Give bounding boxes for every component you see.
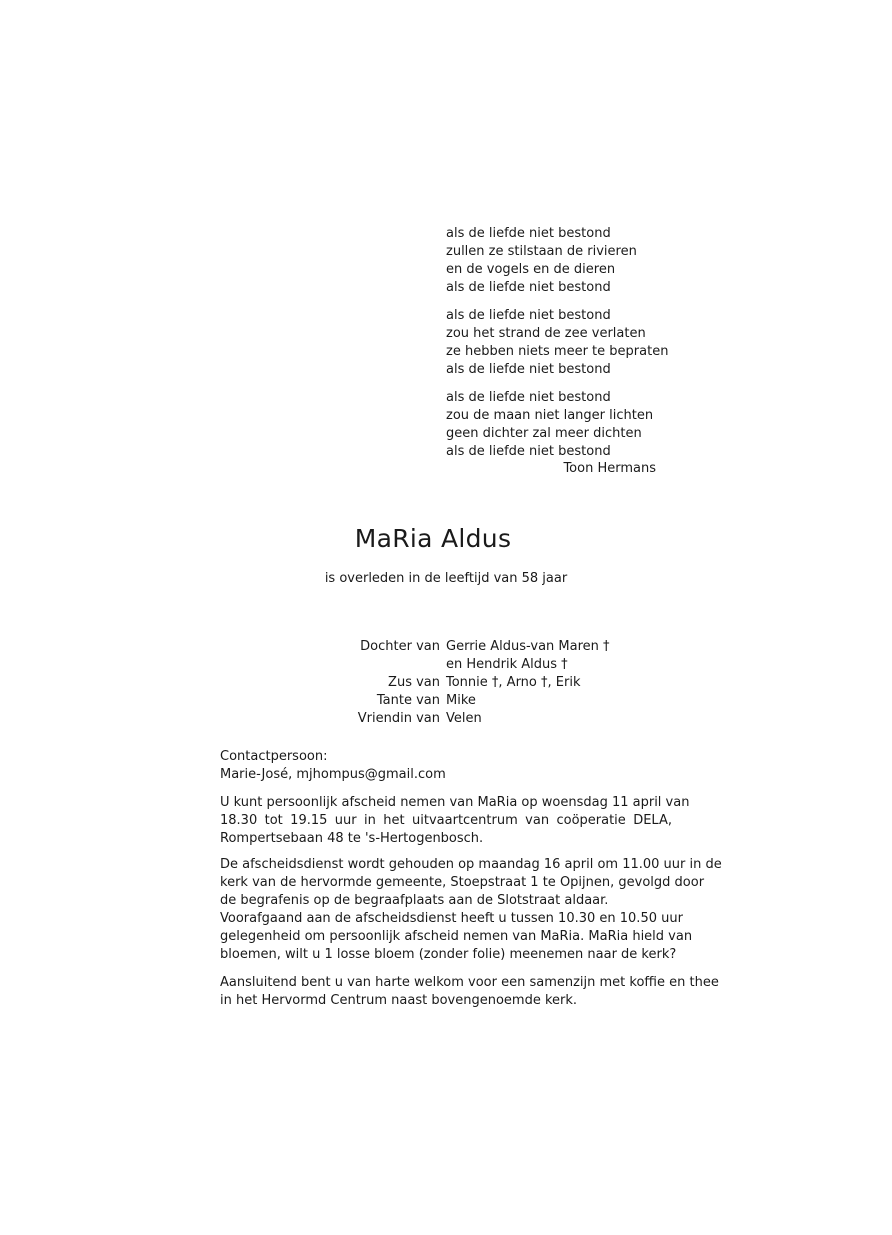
paragraph-line: 18.30 tot 19.15 uur in het uitvaartcentrum van coöperatie DELA, bbox=[220, 813, 672, 828]
paragraph-line: kerk van de hervormde gemeente, Stoepstraat 1 te Opijnen, gevolgd door bbox=[220, 875, 705, 890]
poem-line: als de liefde niet bestond bbox=[446, 308, 611, 323]
paragraph-line: in het Hervormd Centrum naast bovengenoemde kerk. bbox=[220, 993, 578, 1008]
service-paragraph bbox=[220, 856, 722, 964]
poem-stanza-3 bbox=[446, 389, 676, 461]
family-names: Velen bbox=[446, 711, 482, 726]
family-relation bbox=[300, 656, 446, 674]
deceased-name-block bbox=[0, 522, 892, 556]
family-names: Tonnie †, Arno †, Erik bbox=[446, 675, 581, 690]
paragraph-line: Voorafgaand aan de afscheidsdienst heeft u tussen 10.30 en 10.50 uur bbox=[220, 911, 683, 926]
paragraph-line: gelegenheid om persoonlijk afscheid nemen van MaRia. MaRia hield van bbox=[220, 929, 693, 944]
family-row bbox=[300, 656, 700, 674]
deceased-name: MaRia Aldus bbox=[354, 524, 512, 553]
visitation-paragraph bbox=[220, 794, 690, 848]
paragraph-line: de begrafenis op de begraafplaats aan de Slotstraat aldaar. bbox=[220, 893, 609, 908]
family-row bbox=[300, 710, 700, 728]
contact-label: Contactpersoon: bbox=[220, 749, 328, 764]
contact-details: Marie-José, mjhompus@gmail.com bbox=[220, 767, 446, 782]
family-names: en Hendrik Aldus † bbox=[446, 657, 568, 672]
family-names: Mike bbox=[446, 693, 476, 708]
family-relation: Zus van bbox=[388, 675, 440, 690]
poem-line: als de liefde niet bestond bbox=[446, 390, 611, 405]
poem-line: zou de maan niet langer lichten bbox=[446, 408, 654, 423]
poem-stanza-1 bbox=[446, 225, 676, 297]
paragraph-line: bloemen, wilt u 1 losse bloem (zonder folie) meenemen naar de kerk? bbox=[220, 947, 677, 962]
paragraph-line: U kunt persoonlijk afscheid nemen van MaRia op woensdag 11 april van bbox=[220, 795, 690, 810]
poem-line: geen dichter zal meer dichten bbox=[446, 426, 642, 441]
family-list bbox=[300, 638, 700, 728]
family-relation: Vriendin van bbox=[357, 711, 440, 726]
poem-line: als de liefde niet bestond bbox=[446, 362, 611, 377]
age-line-block bbox=[0, 570, 892, 588]
family-row bbox=[300, 692, 700, 710]
poem-line: zou het strand de zee verlaten bbox=[446, 326, 646, 341]
poem-line: en de vogels en de dieren bbox=[446, 262, 616, 277]
poem-line: als de liefde niet bestond bbox=[446, 444, 611, 459]
paragraph-line: Aansluitend bent u van harte welkom voor een samenzijn met koffie en thee bbox=[220, 975, 719, 990]
family-relation: Tante van bbox=[376, 693, 440, 708]
poem bbox=[446, 225, 676, 471]
poem-line: als de liefde niet bestond bbox=[446, 280, 611, 295]
poem-line: als de liefde niet bestond bbox=[446, 226, 611, 241]
gathering-paragraph bbox=[220, 974, 719, 1010]
family-row bbox=[300, 674, 700, 692]
family-names: Gerrie Aldus-van Maren † bbox=[446, 639, 610, 654]
poem-author: Toon Hermans bbox=[563, 461, 656, 476]
poem-line: ze hebben niets meer te bepraten bbox=[446, 344, 669, 359]
family-row bbox=[300, 638, 700, 656]
paragraph-line: Rompertsebaan 48 te 's-Hertogenbosch. bbox=[220, 831, 484, 846]
contact-block bbox=[220, 748, 672, 784]
poem-line: zullen ze stilstaan de rivieren bbox=[446, 244, 637, 259]
poem-stanza-2 bbox=[446, 307, 676, 379]
age-line: is overleden in de leeftijd van 58 jaar bbox=[324, 571, 568, 586]
family-relation: Dochter van bbox=[360, 639, 440, 654]
paragraph-line: De afscheidsdienst wordt gehouden op maandag 16 april om 11.00 uur in de bbox=[220, 857, 722, 872]
